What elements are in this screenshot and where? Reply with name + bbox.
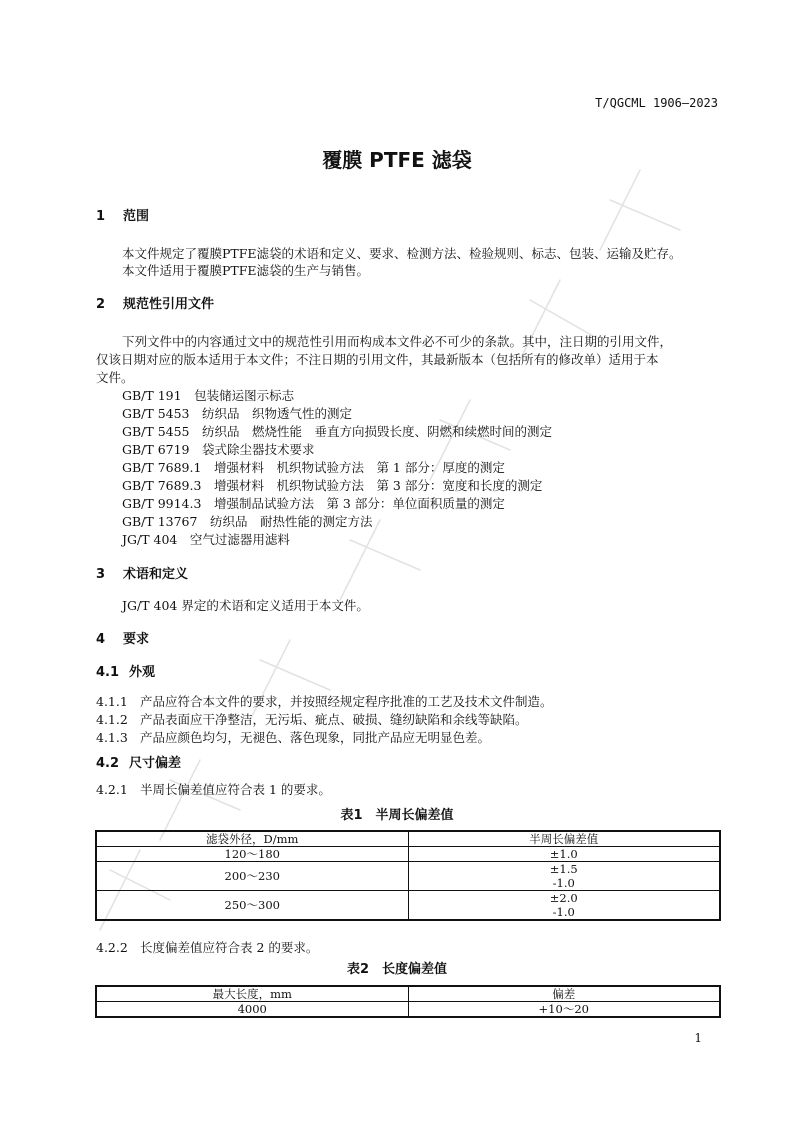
reference-item: [122, 496, 505, 512]
reference-code: GB/T 6719: [122, 442, 190, 457]
section-1-heading: 1 范围: [96, 209, 150, 224]
paragraph: 文件。: [96, 370, 134, 385]
reference-title: 增强材料 机织物试验方法 第 3 部分：宽度和长度的测定: [213, 478, 543, 493]
reference-title: 增强材料 机织物试验方法 第 1 部分：厚度的测定: [213, 460, 505, 475]
paragraph: 下列文件中的内容通过文中的规范性引用而构成本文件必不可少的条款。其中，注日期的引用文件，: [122, 334, 673, 349]
section-4-2-heading: 4.2 尺寸偏差: [96, 756, 182, 771]
paragraph: 本文件规定了覆膜PTFE滤袋的术语和定义、要求、检测方法、检验规则、标志、包装、运输及贮存。: [122, 246, 682, 261]
clause: 4.2.2 长度偏差值应符合表 2 的要求。: [96, 940, 319, 955]
clause: 4.1.2 产品表面应干净整洁，无污垢、疵点、破损、缝纫缺陷和余线等缺陷。: [96, 712, 528, 727]
table-row: 4000 +10～20: [96, 1002, 720, 1018]
section-4-1-heading: 4.1 外观: [96, 665, 156, 680]
table-1: [95, 830, 721, 921]
reference-code: GB/T 7689.3: [122, 478, 202, 493]
table2-caption: 表2 长度偏差值: [346, 962, 448, 977]
reference-item: [122, 388, 294, 404]
section-4-heading: 4 要求: [96, 632, 150, 647]
reference-item: [122, 406, 352, 422]
reference-item: [122, 514, 373, 530]
reference-title: 空气过滤器用滤料: [189, 532, 290, 547]
reference-item: [122, 532, 290, 548]
table-header-row: 滤袋外径，D/mm 半周长偏差值: [96, 831, 720, 847]
reference-item: [122, 478, 542, 494]
reference-title: 袋式除尘器技术要求: [202, 442, 315, 457]
reference-title: 包装储运图示标志: [194, 388, 295, 403]
reference-title: 增强制品试验方法 第 3 部分：单位面积质量的测定: [213, 496, 505, 511]
doc-code: T/QGCML 1906—2023: [595, 96, 718, 110]
reference-code: GB/T 5453: [122, 406, 190, 421]
reference-code: GB/T 5455: [122, 424, 190, 439]
reference-title: 纺织品 耐热性能的测定方法: [209, 514, 373, 529]
table-row: 120～180 ±1.0: [96, 847, 720, 862]
reference-item: [122, 460, 505, 476]
clause: 4.2.1 半周长偏差值应符合表 1 的要求。: [96, 782, 331, 797]
reference-title: 纺织品 织物透气性的测定: [202, 406, 353, 421]
table-header-row: 最大长度，mm 偏差: [96, 986, 720, 1002]
paragraph: 本文件适用于覆膜PTFE滤袋的生产与销售。: [122, 263, 370, 278]
reference-code: GB/T 7689.1: [122, 460, 202, 475]
reference-item: [122, 424, 552, 440]
section-3-heading: 3 术语和定义: [96, 567, 189, 582]
table-row: 250～300 ±2.0 -1.0: [96, 891, 720, 921]
reference-item: [122, 442, 315, 458]
reference-code: GB/T 191: [122, 388, 182, 403]
table-2: [95, 985, 721, 1018]
reference-code: JG/T 404: [122, 532, 178, 547]
clause: 4.1.3 产品应颜色均匀，无褪色、落色现象，同批产品应无明显色差。: [96, 730, 491, 745]
paragraph: JG/T 404 界定的术语和定义适用于本文件。: [122, 598, 369, 613]
clause: 4.1.1 产品应符合本文件的要求，并按照经规定程序批准的工艺及技术文件制造。: [96, 694, 553, 709]
reference-code: GB/T 9914.3: [122, 496, 202, 511]
reference-code: GB/T 13767: [122, 514, 198, 529]
paragraph: 仅该日期对应的版本适用于本文件；不注日期的引用文件，其最新版本（包括所有的修改单）适用于本: [96, 352, 659, 367]
table-row: 200～230 ±1.5 -1.0: [96, 862, 720, 891]
table1-caption: 表1 半周长偏差值: [340, 808, 454, 823]
reference-title: 纺织品 燃烧性能 垂直方向损毁长度、阴燃和续燃时间的测定: [202, 424, 553, 439]
page-title: 覆膜 PTFE 滤袋: [322, 148, 472, 172]
page-number: 1: [694, 1031, 702, 1045]
section-2-heading: 2 规范性引用文件: [96, 297, 215, 312]
